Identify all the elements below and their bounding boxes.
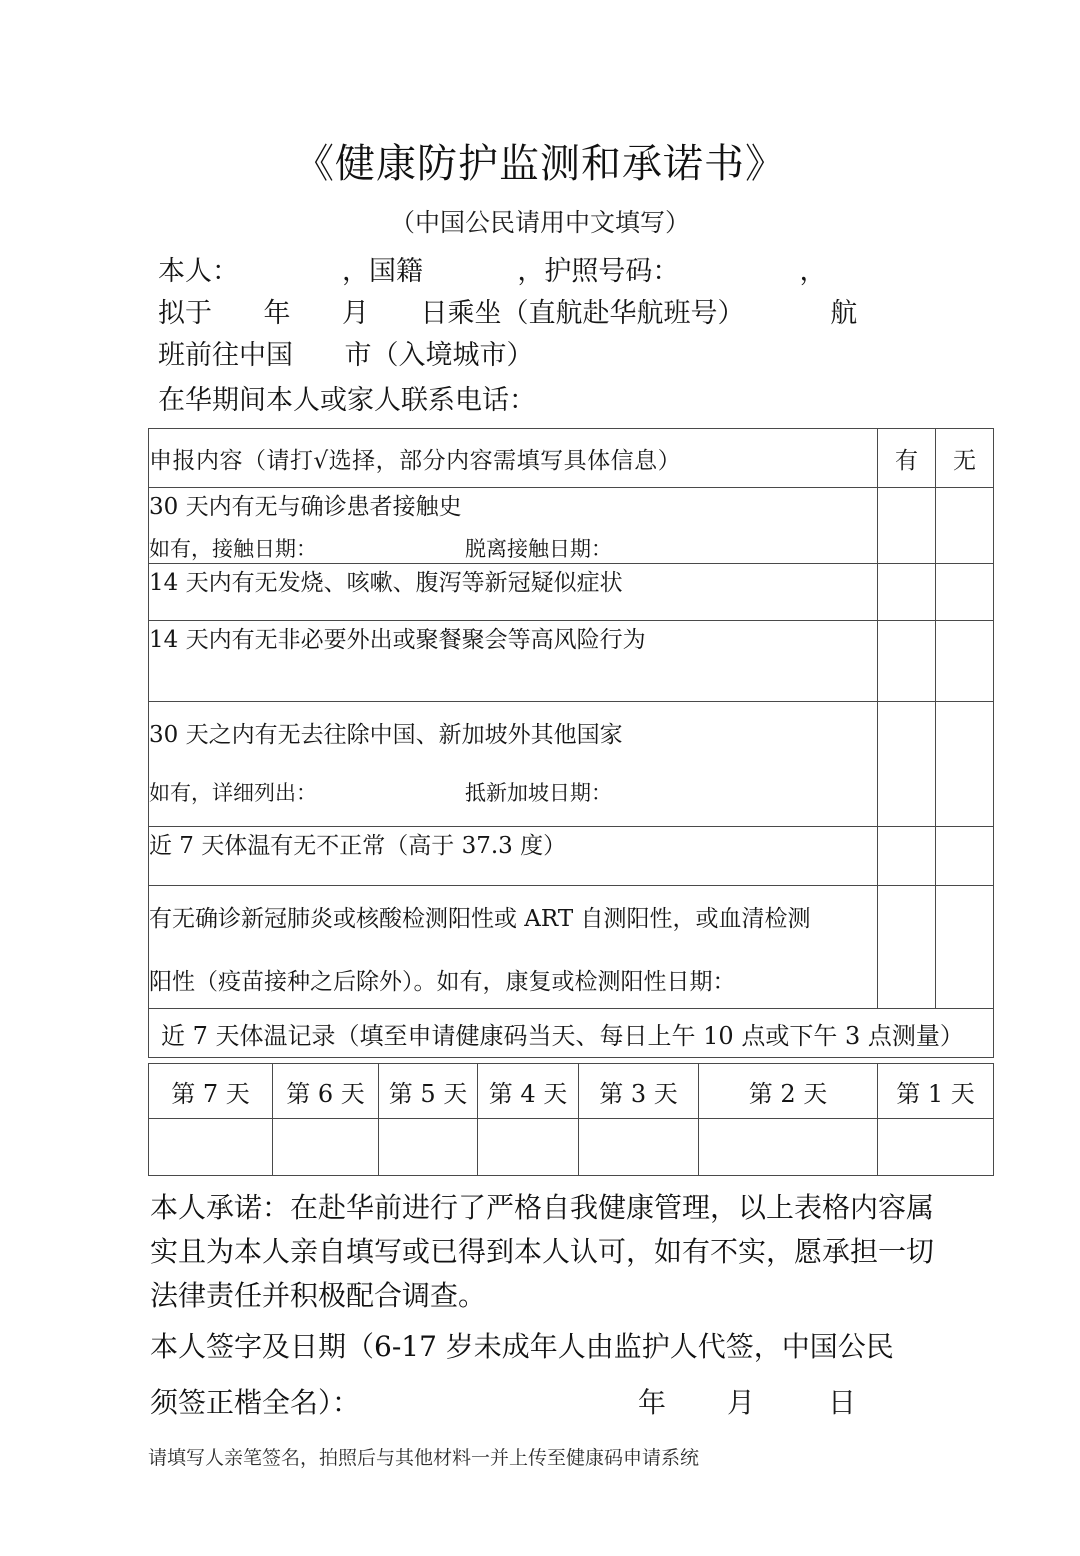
day-value-2[interactable] — [699, 1119, 878, 1176]
signature-line-2: 须签正楷全名）： — [150, 1386, 361, 1419]
answer-cell-yes[interactable] — [878, 564, 936, 621]
table-row — [149, 564, 994, 621]
question-cell-5 — [149, 827, 878, 886]
question-text: 近 7 天体温有无不正常（高于 37.3 度） — [149, 833, 567, 859]
declaration-line-city: 班前往中国 市（入境城市） — [158, 340, 534, 371]
declaration-line-flight: 拟于 年 月 日乘坐（直航赴华航班号） 航 — [158, 298, 858, 329]
answer-cell-yes[interactable] — [878, 827, 936, 886]
question-text: 30 天之内有无去往除中国、新加坡外其他国家 — [149, 722, 623, 748]
table-header-yes: 有 — [878, 429, 936, 488]
question-text: 有无确诊新冠肺炎或核酸检测阳性或 ART 自测阳性，或血清检测 — [149, 906, 811, 932]
question-text: 14 天内有无发烧、咳嗽、腹泻等新冠疑似症状 — [149, 570, 623, 596]
answer-cell-no[interactable] — [936, 564, 994, 621]
table-row — [149, 621, 994, 702]
declaration-line-identity: 本人： ，国籍 ，护照号码： ， — [158, 256, 827, 287]
question-cell-4 — [149, 702, 878, 827]
question-text: 14 天内有无非必要外出或聚餐聚会等高风险行为 — [149, 627, 646, 653]
day-value-1[interactable] — [878, 1119, 994, 1176]
footer-note: 请填写人亲笔签名，拍照后与其他材料一并上传至健康码申请系统 — [148, 1447, 700, 1469]
day-value-row — [149, 1119, 994, 1176]
day-header-2: 第 2 天 — [699, 1064, 878, 1119]
table-row — [149, 488, 994, 564]
question-sub-right: 脱离接触日期： — [465, 537, 612, 561]
day-header-row — [149, 1064, 994, 1119]
question-sub-line — [149, 533, 877, 563]
signature-year-label: 年 — [638, 1386, 667, 1419]
signature-line-1: 本人签字及日期（6-17 岁未成年人由监护人代签，中国公民 — [150, 1330, 894, 1363]
day-value-6[interactable] — [273, 1119, 379, 1176]
answer-cell-yes[interactable] — [878, 488, 936, 564]
temperature-note-row — [149, 1009, 994, 1058]
signature-month-label: 月 — [727, 1386, 756, 1419]
day-header-5: 第 5 天 — [379, 1064, 478, 1119]
question-cell-2 — [149, 564, 878, 621]
question-sub-left: 如有，详细列出： — [149, 781, 317, 805]
day-header-7: 第 7 天 — [149, 1064, 273, 1119]
answer-cell-yes[interactable] — [878, 886, 936, 1009]
question-sub-right: 抵新加坡日期： — [465, 781, 612, 805]
answer-cell-yes[interactable] — [878, 702, 936, 827]
day-header-3: 第 3 天 — [579, 1064, 699, 1119]
day-value-3[interactable] — [579, 1119, 699, 1176]
table-row — [149, 702, 994, 827]
answer-cell-no[interactable] — [936, 488, 994, 564]
declaration-table — [148, 428, 994, 1058]
answer-cell-yes[interactable] — [878, 621, 936, 702]
table-row — [149, 827, 994, 886]
answer-cell-no[interactable] — [936, 621, 994, 702]
answer-cell-no[interactable] — [936, 886, 994, 1009]
day-header-4: 第 4 天 — [478, 1064, 579, 1119]
temperature-day-table — [148, 1063, 994, 1176]
day-value-4[interactable] — [478, 1119, 579, 1176]
table-header-content: 申报内容（请打√选择，部分内容需填写具体信息） — [149, 429, 878, 488]
answer-cell-no[interactable] — [936, 827, 994, 886]
table-header-row — [149, 429, 994, 488]
question-cell-6 — [149, 886, 878, 1009]
question-sub-line: 阳性（疫苗接种之后除外）。如有，康复或检测阳性日期： — [149, 969, 736, 995]
question-sub-line — [149, 777, 877, 807]
table-row — [149, 886, 994, 1009]
day-value-5[interactable] — [379, 1119, 478, 1176]
temperature-record-note: 近 7 天体温记录（填至申请健康码当天、每日上午 10 点或下午 3 点测量） — [149, 1009, 994, 1058]
question-cell-1 — [149, 488, 878, 564]
day-header-1: 第 1 天 — [878, 1064, 994, 1119]
declaration-line-phone: 在华期间本人或家人联系电话： — [158, 385, 536, 416]
question-sub-left: 如有，接触日期： — [149, 537, 317, 561]
pledge-text: 本人承诺：在赴华前进行了严格自我健康管理，以上表格内容属实且为本人亲自填写或已得到本人认可，如有不实，愿承担一切法律责任并积极配合调查。 — [150, 1191, 935, 1312]
day-value-7[interactable] — [149, 1119, 273, 1176]
question-cell-3 — [149, 621, 878, 702]
question-text: 30 天内有无与确诊患者接触史 — [149, 494, 462, 520]
page-subtitle: （中国公民请用中文填写） — [389, 208, 690, 237]
table-header-no: 无 — [936, 429, 994, 488]
day-header-6: 第 6 天 — [273, 1064, 379, 1119]
page-title: 《健康防护监测和承诺书》 — [294, 141, 786, 187]
answer-cell-no[interactable] — [936, 702, 994, 827]
signature-day-label: 日 — [828, 1386, 857, 1419]
